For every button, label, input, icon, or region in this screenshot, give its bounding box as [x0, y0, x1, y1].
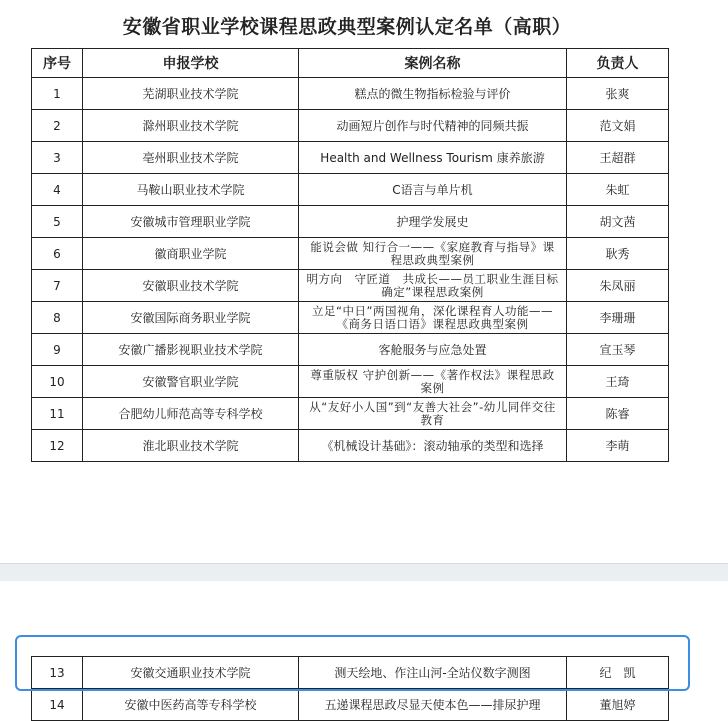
cell-lead: 陈睿: [567, 398, 669, 430]
cell-case: 《机械设计基础》：滚动轴承的类型和选择: [299, 430, 567, 462]
cell-lead: 王超群: [567, 142, 669, 174]
cell-no: 12: [32, 430, 83, 462]
document-title: 安徽省职业学校课程思政典型案例认定名单（高职）: [122, 16, 572, 38]
cell-no: 9: [32, 334, 83, 366]
cell-no: 13: [32, 657, 83, 689]
table-row: [32, 110, 669, 142]
cell-school: 安徽交通职业技术学院: [83, 657, 299, 689]
cell-no: 11: [32, 398, 83, 430]
table-row: [32, 689, 669, 721]
cell-no: 3: [32, 142, 83, 174]
cell-case: 测天绘地、作注山河-全站仪数字测图: [299, 657, 567, 689]
cell-school: 马鞍山职业技术学院: [83, 174, 299, 206]
cell-school: 安徽城市管理职业学院: [83, 206, 299, 238]
cell-school: 合肥幼儿师范高等专科学校: [83, 398, 299, 430]
cell-lead: 李珊珊: [567, 302, 669, 334]
cell-lead: 朱虹: [567, 174, 669, 206]
cell-case: 能说会做 知行合一——《家庭教育与指导》课程思政典型案例: [299, 238, 567, 270]
cell-no: 5: [32, 206, 83, 238]
cell-no: 6: [32, 238, 83, 270]
table-row: [32, 174, 669, 206]
cell-case: 尊重版权 守护创新——《著作权法》课程思政案例: [299, 366, 567, 398]
table-row: [32, 270, 669, 302]
table-row: [32, 398, 669, 430]
cell-no: 2: [32, 110, 83, 142]
cell-no: 14: [32, 689, 83, 721]
table-row: [32, 142, 669, 174]
cell-lead: 李萌: [567, 430, 669, 462]
cell-lead: 董旭婷: [567, 689, 669, 721]
header-lead: 负责人: [567, 49, 669, 78]
header-case: 案例名称: [299, 49, 567, 78]
table-header-row: [32, 49, 669, 78]
cell-case: Health and Wellness Tourism 康养旅游: [299, 142, 567, 174]
cell-school: 安徽中医药高等专科学校: [83, 689, 299, 721]
cell-case: 护理学发展史: [299, 206, 567, 238]
cell-case: C语言与单片机: [299, 174, 567, 206]
cell-no: 10: [32, 366, 83, 398]
cell-lead: 胡文茜: [567, 206, 669, 238]
cell-school: 安徽广播影视职业技术学院: [83, 334, 299, 366]
table-row: [32, 206, 669, 238]
cell-school: 芜湖职业技术学院: [83, 78, 299, 110]
cell-school: 徽商职业学院: [83, 238, 299, 270]
cell-school: 安徽国际商务职业学院: [83, 302, 299, 334]
cell-case: 糕点的微生物指标检验与评价: [299, 78, 567, 110]
header-no: 序号: [32, 49, 83, 78]
cell-case: 从“友好小人国”到“友善大社会”-幼儿同伴交往教育: [299, 398, 567, 430]
cell-case: 立足“中日”两国视角，深化课程育人功能——《商务日语口语》课程思政典型案例: [299, 302, 567, 334]
cell-lead: 范文娟: [567, 110, 669, 142]
cell-case: 动画短片创作与时代精神的同频共振: [299, 110, 567, 142]
cell-no: 1: [32, 78, 83, 110]
cell-no: 7: [32, 270, 83, 302]
table-row: [32, 430, 669, 462]
table-row: [32, 78, 669, 110]
cell-school: 淮北职业技术学院: [83, 430, 299, 462]
header-school: 申报学校: [83, 49, 299, 78]
cell-case: 明方向 守匠道 共成长——员工职业生涯目标确定”课程思政案例: [299, 270, 567, 302]
cell-lead: 纪 凯: [567, 657, 669, 689]
table-row: [32, 657, 669, 689]
cell-no: 8: [32, 302, 83, 334]
table-row: [32, 302, 669, 334]
table-row: [32, 334, 669, 366]
cell-lead: 耿秀: [567, 238, 669, 270]
cell-lead: 宣玉琴: [567, 334, 669, 366]
cell-school: 亳州职业技术学院: [83, 142, 299, 174]
cell-case: 客舱服务与应急处置: [299, 334, 567, 366]
cell-case: 五递课程思政尽显天使本色——排尿护理: [299, 689, 567, 721]
page-break-gap: [0, 563, 728, 582]
cell-lead: 朱凤丽: [567, 270, 669, 302]
cell-school: 滁州职业技术学院: [83, 110, 299, 142]
table-row: [32, 238, 669, 270]
cell-no: 4: [32, 174, 83, 206]
cell-lead: 王琦: [567, 366, 669, 398]
cell-lead: 张爽: [567, 78, 669, 110]
cell-school: 安徽警官职业学院: [83, 366, 299, 398]
case-table-continued: [31, 656, 669, 721]
cell-school: 安徽职业技术学院: [83, 270, 299, 302]
table-row: [32, 366, 669, 398]
case-table: [31, 48, 669, 462]
